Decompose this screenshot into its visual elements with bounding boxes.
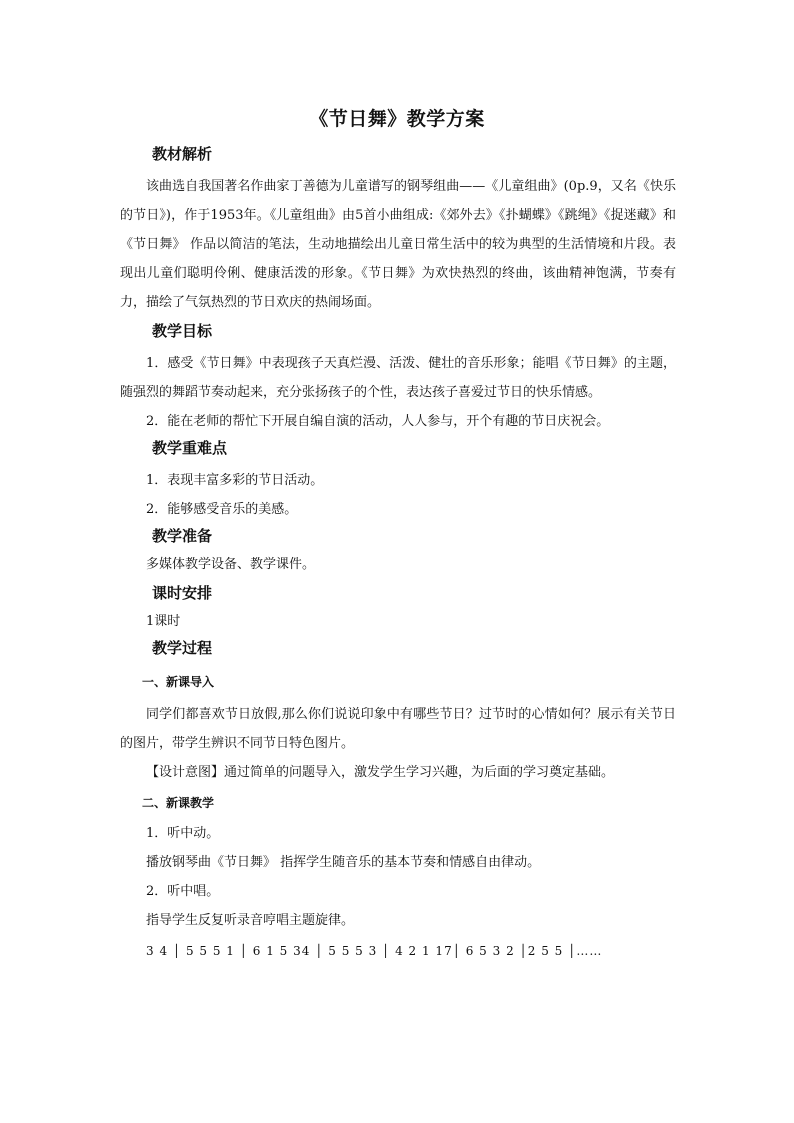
- heading-process: 教学过程: [152, 639, 213, 657]
- process-step1-body: 播放钢琴曲《节日舞》 指挥学生随音乐的基本节奏和情感自由律动。: [146, 855, 541, 870]
- key-point-1: 1．表现丰富多彩的节日活动。: [146, 473, 324, 488]
- heading-goals: 教学目标: [152, 322, 213, 340]
- process-part1-intent: 【设计意图】通过简单的问题导入，激发学生学习兴趣，为后面的学习奠定基础。: [146, 765, 615, 780]
- heading-analysis: 教材解析: [152, 145, 213, 163]
- heading-schedule: 课时安排: [152, 584, 213, 602]
- document-body: [120, 138, 676, 961]
- goal-item-2: 2．能在老师的帮忙下开展自编自演的活动，人人参与，开个有趣的节日庆祝会。: [146, 414, 610, 429]
- process-step2-body: 指导学生反复听录音哼唱主题旋律。: [146, 913, 355, 928]
- key-point-2: 2．能够感受音乐的美感。: [146, 502, 298, 517]
- process-part1-body: 同学们都喜欢节日放假,那么你们说说印象中有哪些节日？过节时的心情如何？展示有关节日的图片，带学生辨识不同节日特色图片。: [120, 707, 676, 751]
- analysis-paragraph: 该曲选自我国著名作曲家丁善德为儿童谱写的钢琴组曲——《儿童组曲》(0p.9，又名《快乐的节日》)，作于1953年。《儿童组曲》由5首小曲组成:《郊外去》《扑蝴蝶》《跳绳》《捉迷藏》和《节日舞》 作品以简洁的笔法，生动地描绘出儿童日常生活中的较为典型的生活情境和片段。表现出儿童们聪明伶俐、健康活泼的形象。《节日舞》为欢快热烈的终曲，该曲精神饱满，节奏有力，描绘了气氛热烈的节日欢庆的热闹场面。: [120, 179, 676, 310]
- process-part2-title: 二、新课教学: [142, 796, 215, 810]
- process-step2: 2．听中唱。: [146, 884, 220, 899]
- goal-item-1: 1．感受《节日舞》中表现孩子天真烂漫、活泼、健壮的音乐形象；能唱《节日舞》的主题，随强烈的舞蹈节奏动起来，充分张扬孩子的个性，表达孩子喜爱过节日的快乐情感。: [120, 356, 676, 400]
- schedule-text: 1课时: [146, 614, 181, 629]
- preparation-text: 多媒体教学设备、教学课件。: [146, 557, 316, 572]
- melody-score: 3 4 │ 5 5 5 1 │ 6 1 5 34 │ 5 5 5 3 │ 4 2 1 17│ 6 5 3 2 │2 5 5 │……: [146, 944, 603, 958]
- heading-key-points: 教学重难点: [152, 439, 228, 457]
- page-title: 《节日舞》教学方案: [309, 108, 485, 130]
- heading-preparation: 教学准备: [152, 527, 213, 545]
- process-part1-title: 一、新课导入: [142, 675, 215, 689]
- process-step1: 1．听中动。: [146, 826, 220, 841]
